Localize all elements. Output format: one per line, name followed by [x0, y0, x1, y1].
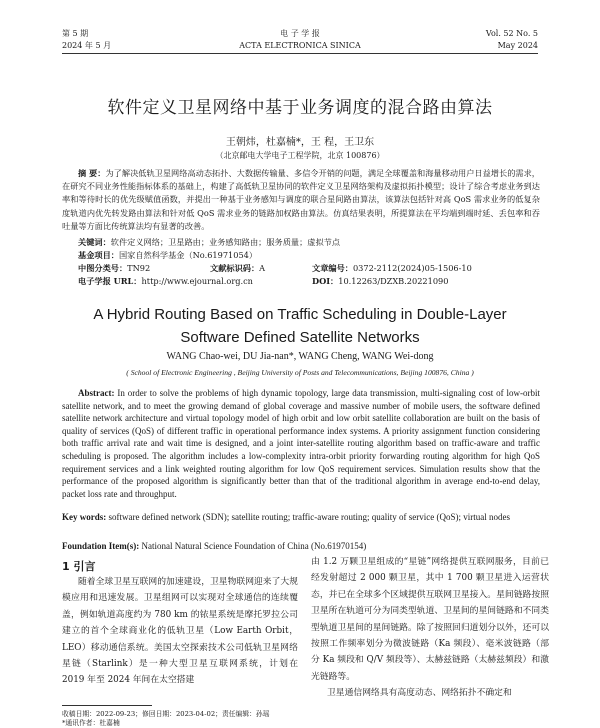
body-column-right: [311, 554, 549, 699]
journal-en: ACTA ELECTRONICA SINICA: [239, 41, 361, 50]
abstract-en-label: Abstract:: [78, 388, 115, 398]
keywords-en-label: Key words:: [62, 512, 107, 522]
fund-cn-label: 基金项目：: [78, 250, 119, 260]
keywords-en-text: software defined network (SDN); satellite routing; traffic-aware routing; quality of service (QoS); virtual nodes: [108, 512, 510, 522]
date-en: May 2024: [497, 41, 538, 50]
footnote-corresponding: *通讯作者：杜嘉楠: [62, 719, 120, 727]
article-number: [312, 262, 472, 275]
volume: Vol. 52 No. 5: [485, 29, 538, 38]
right-para-1: 由 1.2 万颗卫星组成的“星链”网络提供互联网服务，目前已经发射超过 2 000 颗卫星，其中 1 700 颗卫星进入运营状态，并已在全球多个区域提供互联网卫星接入。星间链路按照卫星所在轨道可分为同类型轨道、卫星间的星间链路和不同类型轨道卫星间的星间链路。除了按照回归道划分以外，还可以按照工作频率划分为微波链路（Ka 频段）、毫米波链路（部分 Ka 频段和 Q/V 频段等）、太赫兹链路（太赫兹频段）和激光链路等。: [311, 557, 549, 682]
url-label: 电子学报 URL：: [78, 276, 142, 286]
document-code: [210, 262, 265, 275]
abstract-cn: [62, 167, 540, 235]
journal-url: [78, 275, 253, 288]
title-en-line-2: Software Defined Satellite Networks: [180, 329, 420, 346]
affiliation-en: ( School of Electronic Engineering , Beijing University of Posts and Telecommunications, Beijing 100876, China ): [126, 368, 474, 377]
abstract-en: [62, 387, 540, 515]
journal-cn: 电 子 学 报: [280, 29, 320, 38]
title-en-line-1: A Hybrid Routing Based on Traffic Scheduling in Double-Layer: [93, 306, 507, 323]
footnote-received: 收稿日期：2022-09-23；修回日期：2023-04-02；责任编辑：孙瑶: [62, 710, 270, 718]
clc-number: [78, 262, 150, 275]
body-column-left: 随着全球卫星互联网的加速建设，卫星物联网迎来了大规模应用和迅速发展。卫星组网可以实现对全球通信的连续覆盖，例如轨道高度约为 780 km 的铱星系统是摩托罗拉公司建立的首个全球商业化的低轨卫星（Low Earth Orbit，LEO）移动通信系统。美国太空探索技术公司低轨卫星网络星链（Starlink）是一种大型卫星互联网系统，计划在 2019 年至 2024 年间在太空搭建: [62, 577, 298, 686]
fund-en-label: Foundation Item(s):: [62, 541, 140, 551]
date-cn: 2024 年 5 月: [62, 41, 112, 50]
footnote-rule: [62, 705, 152, 706]
fund-en-text: National Natural Science Foundation of China (No.61970154): [141, 541, 367, 551]
clc-value: TN92: [127, 263, 151, 273]
section-heading-introduction: 1 引言: [62, 560, 96, 573]
document-code-label: 文献标识码：: [210, 263, 260, 273]
abstract-cn-text: 为了解决低轨卫星网络高动态拓扑、大数据传输量、多信令开销的问题，满足全球覆盖和海量移动用户日益增长的需求，在研究不同业务性能指标体系的基础上，构建了高低轨卫星协同的软件定义卫星网络架构及虚拟拓扑模型；设计了综合考虑业务到达率和等待时长的优先级赋值函数，并提出一种基于业务感知与调度的联合星间路由算法，该算法包括针对高 QoS 需求业务的低复杂度轨道内优先转发路由算法和针对低 QoS 需求业务的链路加权路由算法。仿真结果表明，所提算法在平均端到端时延、丢包率和吞吐量等方面比传统算法均有显著的改善。: [62, 168, 540, 231]
document-code-value: A: [259, 263, 266, 273]
doi-label: DOI：: [312, 276, 339, 286]
abstract-cn-label: 摘 要：: [78, 168, 106, 178]
keywords-cn-text: 软件定义网络；卫星路由；业务感知路由；服务质量；虚拟节点: [110, 237, 341, 247]
keywords-en: [62, 511, 540, 539]
article-number-label: 文章编号：: [312, 263, 353, 273]
abstract-en-text: In order to solve the problems of high dynamic topology, large data transmission, multi-signaling cost of low-orbit satellite network, and to meet the growing demand of global coverage and massive number of mobile users, the software defined satellite network architecture and virtual topology model of high orbit and low orbit satellite collaboration are built on the basis of quality of services (QoS) of different traffic in operational performance index systems. A priority assignment function considering both traffic arrival rate and wait time is designed, and a joint inter-satellite routing algorithm based on traffic-aware and traffic scheduling is proposed. The algorithm includes a low-complexity intra-orbit priority forwarding routing algorithm for high QoS requirement services and a link weighted routing algorithm for low QoS requirement services. Simulation results show that the performance of the proposed algorithm is significantly better than that of the traditional algorithm in average end-to-end delay, packet loss rate and throughput.: [62, 388, 540, 499]
doi-link[interactable]: 10.12263/DZXB.20221090: [338, 276, 449, 286]
authors-cn: 王朝炜，杜嘉楠*，王 程，王卫东: [225, 137, 375, 148]
url-link[interactable]: http://www.ejournal.org.cn: [141, 276, 253, 286]
paper-title-en: [60, 303, 540, 349]
clc-label: 中图分类号：: [78, 263, 128, 273]
fund-cn: [78, 249, 257, 262]
fund-en: [62, 540, 366, 553]
affiliation-cn: （北京邮电大学电子工程学院，北京 100876）: [215, 151, 385, 160]
keywords-cn: [78, 236, 340, 249]
doi: [312, 275, 448, 288]
article-number-value: 0372-2112(2024)05-1506-10: [352, 263, 472, 273]
issue-cn: 第 5 期: [62, 29, 89, 38]
header-rule: [62, 53, 538, 54]
fund-cn-text: 国家自然科学基金（No.61971054）: [118, 250, 258, 260]
paper-title-cn: 软件定义卫星网络中基于业务调度的混合路由算法: [107, 98, 493, 118]
right-para-2: 卫星通信网络具有高度动态、网络拓扑不确定和: [327, 688, 512, 699]
keywords-cn-label: 关键词：: [78, 237, 111, 247]
authors-en: WANG Chao-wei, DU Jia-nan*, WANG Cheng, WANG Wei-dong: [166, 351, 434, 362]
